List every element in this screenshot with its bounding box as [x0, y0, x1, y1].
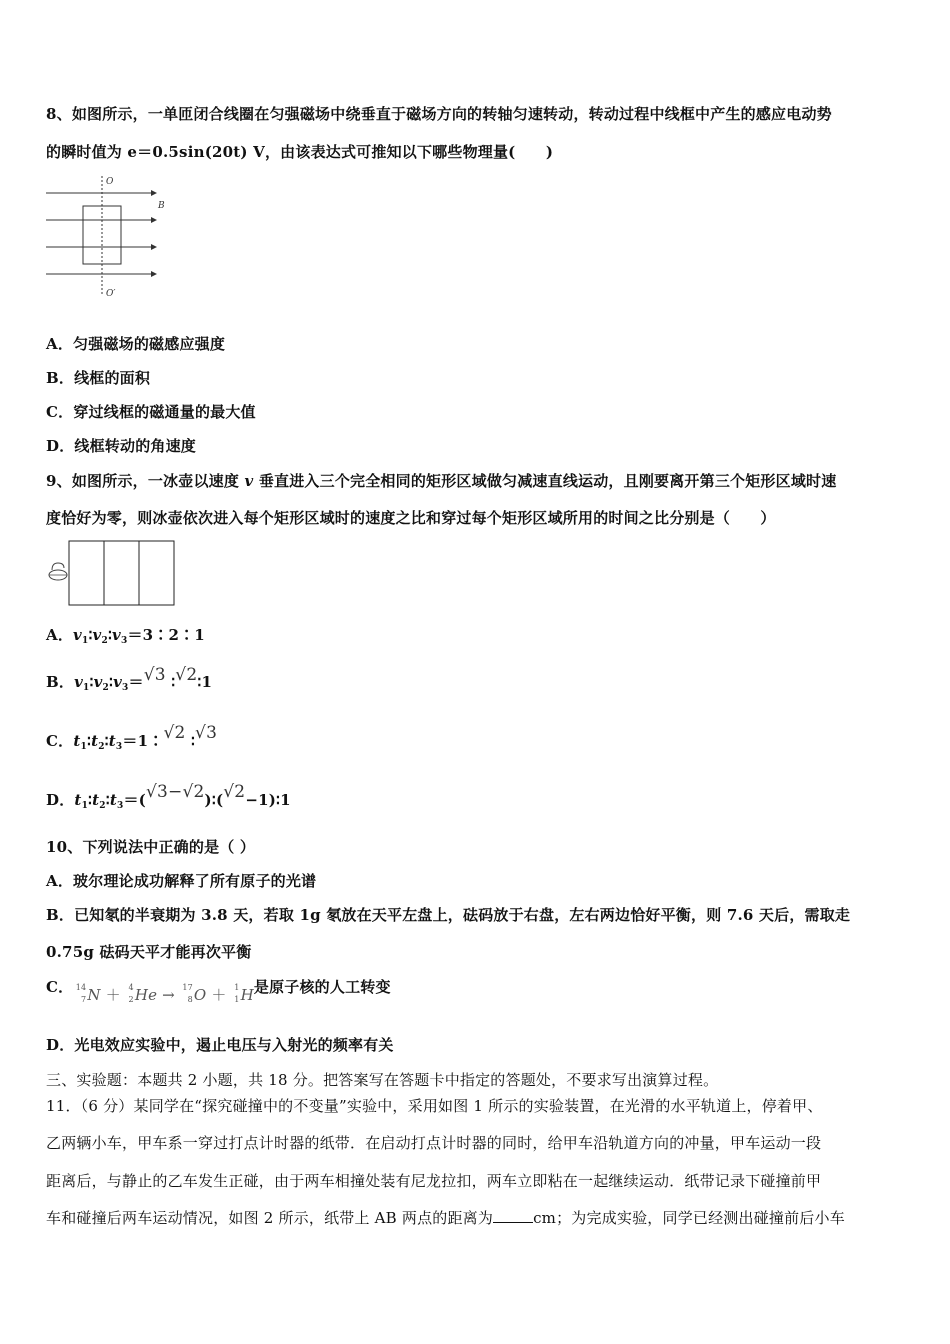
- coil-rect: [83, 206, 121, 264]
- q8-line2: 的瞬时值为 e＝0.5sin(20t) V，由该表达式可推知以下哪些物理量( ): [46, 143, 554, 161]
- q9-option-b: B．$v_1∶v_2∶v_3=√3$ ∶√2∶1: [46, 665, 213, 693]
- q8-option-c: C．穿过线框的磁通量的最大值: [46, 403, 256, 421]
- q9-option-a: A．$v_1∶v_2∶v_3=3∶2∶1$: [46, 626, 205, 646]
- nuclear-equation: 14 7 N ＋ 4 2 He → 17 8 O ＋ 1 1 H: [75, 983, 254, 1004]
- q11-line3: 距离后，与静止的乙车发生正碰，由于两车相撞处装有尼龙拉扣，两车立即粘在一起继续运动．纸带记录下碰撞前甲: [46, 1172, 822, 1190]
- q10-option-b-line1: B．已知氡的半衰期为 3.8 天，若取 1g 氡放在天平左盘上，砝码放于右盘，左右两边恰好平衡，则 7.6 天后，需取走: [46, 906, 851, 924]
- q10-option-d: D．光电效应实验中，遏止电压与入射光的频率有关: [46, 1036, 394, 1054]
- curling-stone-icon: [49, 563, 67, 580]
- section-3-heading: 三、实验题：本题共 2 小题，共 18 分。把答案写在答题卡中指定的答题处，不要求写出演算过程。: [46, 1071, 719, 1089]
- q10-title: 10、下列说法中正确的是（ ）: [46, 838, 256, 856]
- region-3: [139, 541, 174, 605]
- q11-line1: 11．（6 分）某同学在“探究碰撞中的不变量”实验中，采用如图 1 所示的实验装置，在光滑的水平轨道上，停着甲、: [46, 1097, 823, 1115]
- region-2: [104, 541, 139, 605]
- q10-option-a: A．玻尔理论成功解释了所有原子的光谱: [46, 872, 317, 890]
- label-o-bottom: O′: [106, 289, 116, 299]
- label-o-top: O: [106, 177, 114, 187]
- q8-option-d: D．线框转动的角速度: [46, 437, 197, 455]
- q8-option-a: A．匀强磁场的磁感应强度: [46, 335, 226, 353]
- q9-figure: [44, 538, 178, 608]
- answer-blank[interactable]: [493, 1210, 533, 1223]
- region-1: [69, 541, 104, 605]
- q9-option-d: D．$t_1∶t_2∶t_3=(√3-√2)∶(√2-1)∶1$: [46, 782, 291, 811]
- q9-line2: 度恰好为零，则冰壶依次进入每个矩形区域时的速度之比和穿过每个矩形区域所用的时间之比分别是（ ）: [46, 509, 776, 527]
- q10-option-b-line2: 0.75g 砝码天平才能再次平衡: [46, 943, 252, 961]
- q8-line1: 8、如图所示，一单匝闭合线圈在匀强磁场中绕垂直于磁场方向的转轴匀速转动，转动过程中线框中产生的感应电动势: [46, 105, 832, 123]
- q9-line1: 9、如图所示，一冰壶以速度 v 垂直进入三个完全相同的矩形区域做匀减速直线运动，且刚要离开第三个矩形区域时速: [46, 472, 837, 490]
- q11-line2: 乙两辆小车，甲车系一穿过打点计时器的纸带．在启动打点计时器的同时，给甲车沿轨道方向的冲量，甲车运动一段: [46, 1134, 822, 1152]
- q10-option-c: C． 14 7 N ＋ 4 2 He → 17 8 O ＋ 1 1 H是原子核的人工转变: [46, 978, 391, 1004]
- label-b: B: [158, 201, 165, 211]
- q8-option-b: B．线框的面积: [46, 369, 151, 387]
- q8-figure: [44, 172, 184, 300]
- q11-line4: 车和碰撞后两车运动情况，如图 2 所示，纸带上 AB 两点的距离为 cm；为完成实验，同学已经测出碰撞前后小车: [46, 1209, 845, 1227]
- q9-option-c: C．$t_1∶t_2∶t_3=1∶√2$ ∶√3: [46, 723, 218, 752]
